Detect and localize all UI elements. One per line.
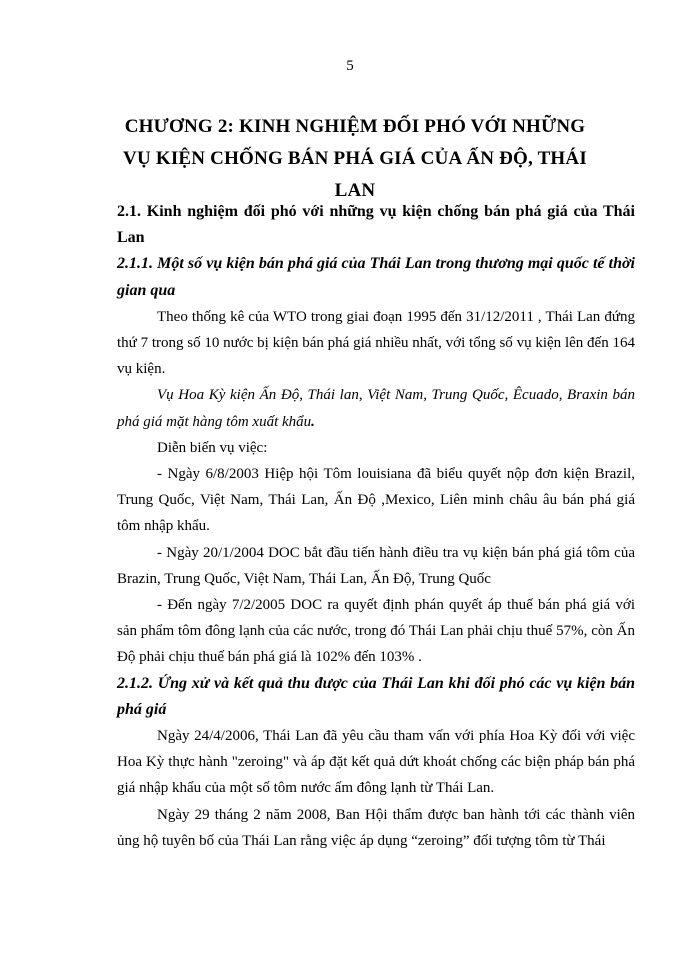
chapter-title: CHƯƠNG 2: KINH NGHIỆM ĐỐI PHÓ VỚI NHỮNG VỤ KIỆN CHỐNG BÁN PHÁ GIÁ CỦA ẤN ĐỘ, THÁI LAN (123, 116, 587, 201)
paragraph-wto: Theo thống kê của WTO trong giai đoạn 1995 đến 31/12/2011 , Thái Lan đứng thứ 7 trong số 10 nước bị kiện bán phá giá nhiều nhất, với tổng số vụ kiện lên đến 164 vụ kiện. (117, 308, 635, 378)
page-number: 5 (346, 58, 354, 74)
case-title-end: . (311, 413, 315, 430)
case-title (117, 382, 635, 434)
section-heading-2-1-2: 2.1.2. Ứng xử và kết quả thu được của Thái Lan khi đối phó các vụ kiện bán phá giá (117, 674, 635, 718)
paragraph-2006: Ngày 24/4/2006, Thái Lan đã yêu cầu tham vấn với phía Hoa Kỳ đối với việc Hoa Kỳ thực hành "zeroing" và áp đặt kết quả dứt khoát chống các biện pháp bán phá giá nhập khẩu của một số tôm nước ấm đông lạnh từ Thái Lan. (117, 728, 635, 797)
document-body (117, 199, 635, 854)
section-heading-2-1-1: 2.1.1. Một số vụ kiện bán phá giá của Thái Lan trong thương mại quốc tế thời gian qua (117, 255, 635, 299)
event-item-2: - Ngày 20/1/2004 DOC bắt đầu tiến hành điều tra vụ kiện bán phá giá tôm của Brazin, Trung Quốc, Việt Nam, Thái Lan, Ấn Độ, Trung Quốc (117, 544, 635, 587)
event-item-3: - Đến ngày 7/2/2005 DOC ra quyết định phán quyết áp thuế bán phá giá với sản phẩm tôm đông lạnh của các nước, trong đó Thái Lan phải chịu thuế 57%, còn Ấn Độ phải chịu thuế bán phá giá là 102% đến 103% . (117, 597, 635, 666)
section-heading-2-1: 2.1. Kinh nghiệm đối phó với những vụ kiện chống bán phá giá của Thái Lan (117, 203, 635, 247)
event-item-1: - Ngày 6/8/2003 Hiệp hội Tôm louisiana đã biểu quyết nộp đơn kiện Brazil, Trung Quốc, Việt Nam, Thái Lan, Ấn Độ ,Mexico, Liên minh châu âu bán phá giá tôm nhập khẩu. (117, 466, 635, 535)
paragraph-2008: Ngày 29 tháng 2 năm 2008, Ban Hội thẩm được ban hành tới các thành viên ủng hộ tuyên bố của Thái Lan rằng việc áp dụng “zeroing” đối tượng tôm từ Thái (117, 806, 635, 849)
paragraph-dien-bien: Diễn biến vụ việc: (157, 439, 268, 456)
case-title-text: Vụ Hoa Kỳ kiện Ấn Độ, Thái lan, Việt Nam, Trung Quốc, Êcuado, Braxin bán phá giá mặt hàng tôm xuất khẩu (117, 387, 635, 430)
